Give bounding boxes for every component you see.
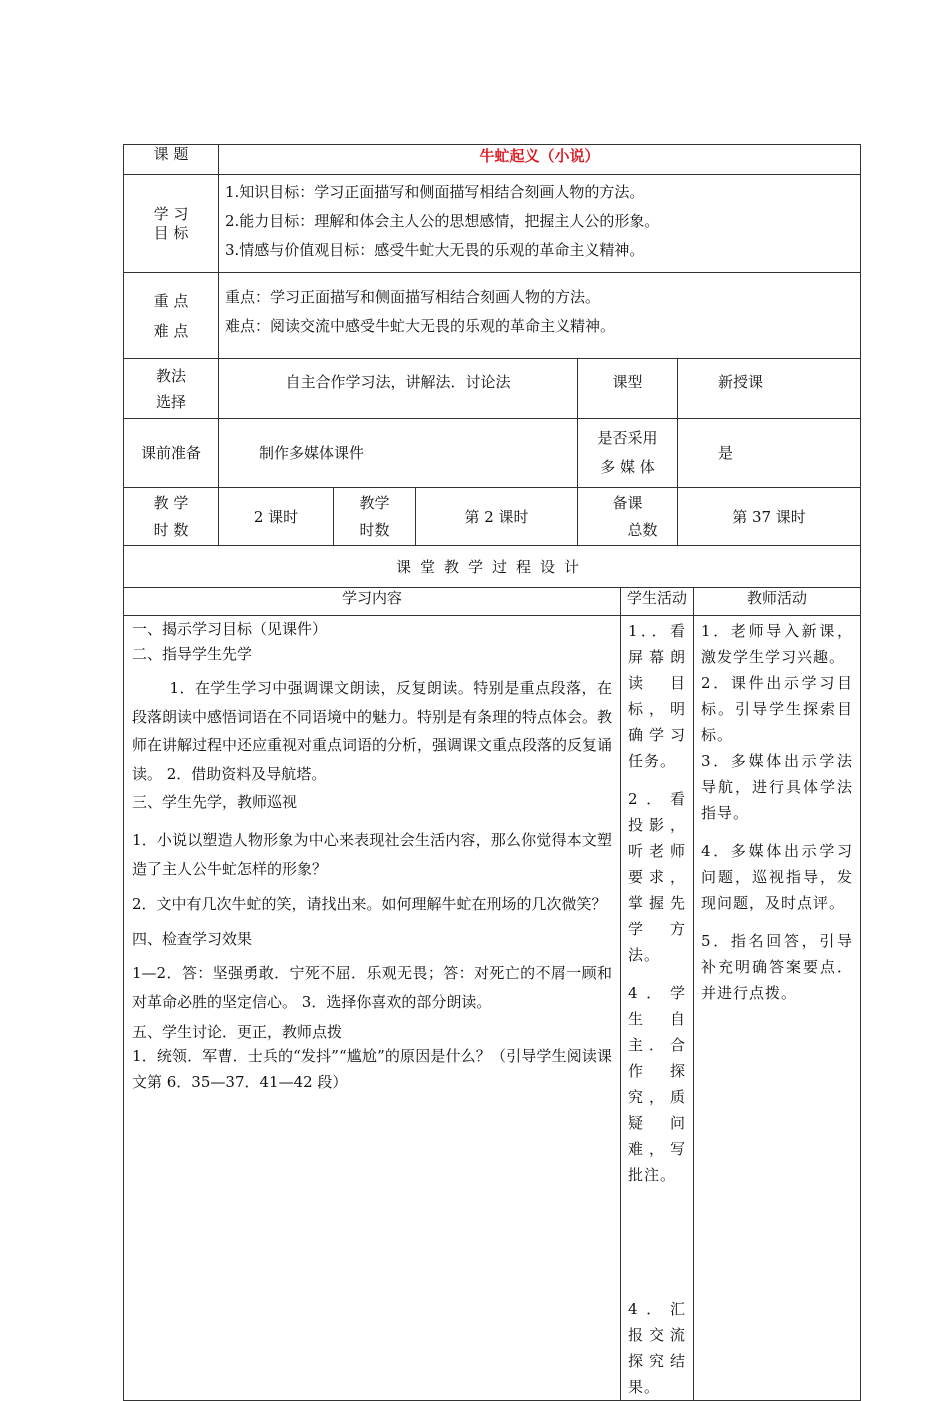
content-line: 五、学生讨论．更正，教师点拨 — [132, 1023, 343, 1041]
spacer — [628, 968, 686, 980]
objective-item: 3.情感与价值观目标：感受牛虻大无畏的乐观的革命主义精神。 — [225, 241, 645, 259]
lesson-hours-label — [334, 488, 416, 546]
multimedia-label — [578, 419, 678, 488]
multimedia-label-line2: 多 媒 体 — [600, 458, 655, 476]
hours-value: 2 课时 — [219, 488, 334, 546]
student-activity: 4．汇报交流探究结果。 — [628, 1300, 686, 1396]
lesson-title: 牛虻起义（小说） — [219, 145, 861, 175]
content-question: 1．小说以塑造人物形象为中心来表现社会生活内容，那么你觉得本文塑造了主人公牛虻怎样的形象？ — [132, 831, 612, 878]
method-label-line2: 选择 — [155, 392, 186, 411]
teacher-activity: 3．多媒体出示学法导航，进行具体学法指导。 — [701, 752, 854, 822]
focus-label-line2: 难 点 — [153, 321, 189, 340]
multimedia-label-line1: 是否采用 — [597, 429, 658, 447]
hours-label-line2: 时 数 — [153, 520, 189, 539]
objectives-content — [219, 175, 861, 273]
spacer — [628, 1188, 686, 1296]
focus-item: 重点：学习正面描写和侧面描写相结合刻画人物的方法。 — [225, 288, 601, 306]
spacer — [628, 774, 686, 786]
col-content-header: 学习内容 — [124, 588, 621, 616]
content-line: 一、揭示学习目标（见课件） — [132, 620, 328, 638]
lesson-type-value: 新授课 — [678, 359, 861, 419]
objective-item: 2.能力目标：理解和体会主人公的思想感情，把握主人公的形象。 — [225, 212, 660, 230]
process-title: 课堂教学过程设计 — [124, 546, 861, 588]
focus-label-line1: 重 点 — [153, 291, 189, 310]
lesson-hours-value: 第 2 课时 — [416, 488, 578, 546]
focus-item: 难点：阅读交流中感受牛虻大无畏的乐观的革命主义精神。 — [225, 317, 616, 335]
hours-label — [124, 488, 219, 546]
multimedia-value: 是 — [678, 419, 861, 488]
student-activity: 4．学生自主．合作探究，质疑问难，写批注。 — [628, 984, 686, 1184]
method-label-line1: 教法 — [155, 366, 186, 385]
objectives-label-line2: 目 标 — [153, 223, 189, 242]
content-question: 2．文中有几次牛虻的笑，请找出来。如何理解牛虻在刑场的几次微笑？ — [132, 895, 607, 913]
teacher-activities — [694, 616, 861, 1401]
content-question: 1．统领．军曹．士兵的“发抖”“尴尬”的原因是什么？（引导学生阅读课文第 6．35—37．41—42 段） — [132, 1047, 612, 1091]
method-label — [124, 359, 219, 419]
content-line: 四、检查学习效果 — [132, 930, 253, 948]
content-line: 三、学生先学，教师巡视 — [132, 793, 298, 811]
method-value: 自主合作学习法，讲解法．讨论法 — [219, 359, 578, 419]
objectives-label — [124, 175, 219, 273]
topic-label: 课 题 — [124, 145, 219, 175]
focus-content — [219, 273, 861, 359]
col-student-header: 学生活动 — [621, 588, 694, 616]
lesson-plan-table — [123, 144, 861, 1401]
content-answer: 1—2．答：坚强勇敢．宁死不屈．乐观无畏；答：对死亡的不屑一顾和对革命必胜的坚定信心。 3．选择你喜欢的部分朗读。 — [132, 964, 612, 1011]
student-activity: 1．．看屏幕朗读目标，明确学习任务。 — [628, 622, 686, 770]
teacher-activity: 1．老师导入新课，激发学生学习兴趣。 — [701, 622, 854, 666]
student-activity: 2．看投影，听老师要求，掌握先学方法。 — [628, 790, 686, 964]
prep-total-label — [578, 488, 678, 546]
prep-total-value: 第 37 课时 — [678, 488, 861, 546]
col-teacher-header: 教师活动 — [694, 588, 861, 616]
lesson-hours-label-line1: 教学 — [359, 493, 390, 512]
learning-content — [124, 616, 621, 1401]
student-activities — [621, 616, 694, 1401]
lesson-type-label: 课型 — [578, 359, 678, 419]
prep-total-label-line2: 总数 — [627, 520, 658, 539]
hours-label-line1: 教 学 — [153, 493, 189, 512]
content-paragraph: 1．在学生学习中强调课文朗读，反复朗读。特别是重点段落，在段落朗读中感悟词语在不同语境中的魅力。特别是有条理的特点体会。教师在讲解过程中还应重视对重点词语的分析，强调课文重点段落的反复诵读。 2．借助资料及导航塔。 — [132, 679, 613, 783]
objective-item: 1.知识目标：学习正面描写和侧面描写相结合刻画人物的方法。 — [225, 183, 645, 201]
lesson-hours-label-line2: 时数 — [359, 520, 390, 539]
spacer — [701, 916, 853, 928]
content-line: 二、指导学生先学 — [132, 645, 253, 663]
prep-total-label-line1: 备课 — [612, 493, 643, 512]
prep-value: 制作多媒体课件 — [219, 419, 578, 488]
teacher-activity: 2．课件出示学习目标。引导学生探索目标。 — [701, 674, 854, 744]
objectives-label-line1: 学 习 — [153, 204, 189, 223]
prep-label: 课前准备 — [124, 419, 219, 488]
focus-label — [124, 273, 219, 359]
spacer — [701, 826, 853, 838]
teacher-activity: 4．多媒体出示学习问题，巡视指导，发现问题，及时点评。 — [701, 842, 854, 912]
teacher-activity: 5．指名回答，引导补充明确答案要点．并进行点拨。 — [701, 932, 854, 1002]
